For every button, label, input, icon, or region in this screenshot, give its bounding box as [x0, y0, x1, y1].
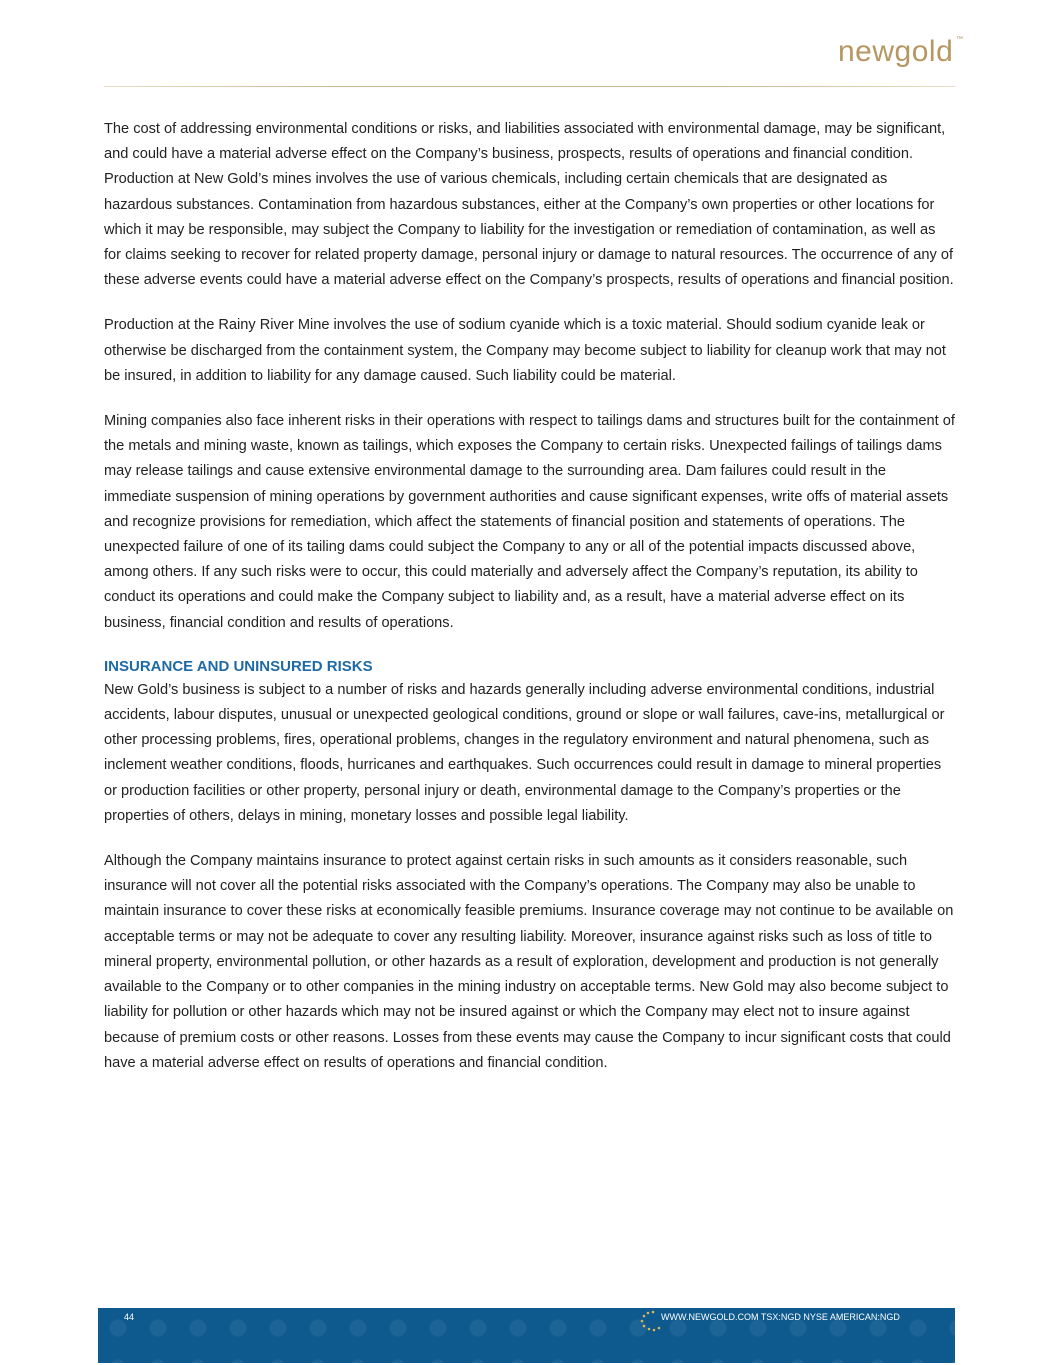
newgold-logo — [838, 34, 963, 74]
logo-trademark: ™ — [956, 36, 963, 43]
paragraph-environmental-costs: The cost of addressing environmental conditions or risks, and liabilities associated with environmental damage, may be significant, and could have a material adverse effect on the Company’s business, prospects, results of operations and financial condition. Production at New Gold’s mines involves the use of various chemicals, including certain chemicals that are designated as hazardous substances. Contamination from hazardous substances, either at the Company’s own properties or other locations for which it may be responsible, may subject the Company to liability for the investigation or remediation of contamination, as well as for claims seeking to recover for related property damage, personal injury or damage to natural resources. The occurrence of any of these adverse events could have a material adverse effect on the Company’s prospects, results of operations and financial position. — [104, 121, 954, 289]
page-number: 44 — [124, 1312, 135, 1322]
page-content — [104, 117, 955, 1096]
logo-wordmark: newgold — [838, 35, 954, 68]
paragraph-sodium-cyanide: Production at the Rainy River Mine involves the use of sodium cyanide which is a toxic material. Should sodium cyanide leak or otherwise be discharged from the containment system, the Company may become subject to liability for cleanup work that may not be insured, in addition to liability for any damage caused. Such liability could be material. — [104, 317, 946, 384]
footer-website-tickers: WWW.NEWGOLD.COM TSX:NGD NYSE AMERICAN:NGD — [661, 1312, 900, 1322]
section-heading-insurance: INSURANCE AND UNINSURED RISKS — [104, 657, 373, 675]
paragraph-tailings-dams: Mining companies also face inherent risks in their operations with respect to tailings dams and structures built for the containment of the metals and mining waste, known as tailings, which exposes the Company to certain risks. Unexpected failings of tailings dams may release tailings and cause extensive environmental damage to the surrounding area. Dam failures could result in the immediate suspension of mining operations by government authorities and cause significant expenses, write offs of material assets and recognize provisions for remediation, which affect the statements of financial position and statements of operations. The unexpected failure of one of its tailing dams could subject the Company to any or all of the potential impacts discussed above, among others. If any such risks were to occur, this could materially and adversely affect the Company’s reputation, its ability to conduct its operations and could make the Company subject to liability and, as a result, have a material adverse effect on its business, financial condition and results of operations. — [104, 413, 955, 631]
paragraph-business-risks: New Gold’s business is subject to a number of risks and hazards generally including adverse environmental conditions, industrial accidents, labour disputes, unusual or unexpected geological conditions, ground or slope or wall failures, cave-ins, metallurgical or other processing problems, fires, operational problems, changes in the regulatory environment and natural phenomena, such as inclement weather conditions, floods, hurricanes and earthquakes. Such occurrences could result in damage to mineral properties or production facilities or other property, personal injury or death, environmental damage to the Company’s properties or the properties of others, delays in mining, monetary losses and possible legal liability. — [104, 681, 945, 824]
page-footer — [98, 1308, 955, 1363]
paragraph-insurance-coverage: Although the Company maintains insurance to protect against certain risks in such amounts as it considers reasonable, such insurance will not cover all the potential risks associated with the Company’s operations. The Company may also be unable to maintain insurance to cover these risks at economically feasible premiums. Insurance coverage may not continue to be available on acceptable terms or may not be adequate to cover any resulting liability. Moreover, insurance against risks such as loss of title to mineral property, environmental pollution, or other hazards as a result of exploration, development and production is not generally available to the Company or to other companies in the mining industry on acceptable terms. New Gold may also become subject to liability for pollution or other hazards which may not be insured against or which the Company may elect not to insure against because of premium costs or other reasons. Losses from these events may cause the Company to incur significant costs that could have a material adverse effect on results of operations and financial condition. — [104, 853, 954, 1071]
header-divider — [104, 86, 955, 87]
